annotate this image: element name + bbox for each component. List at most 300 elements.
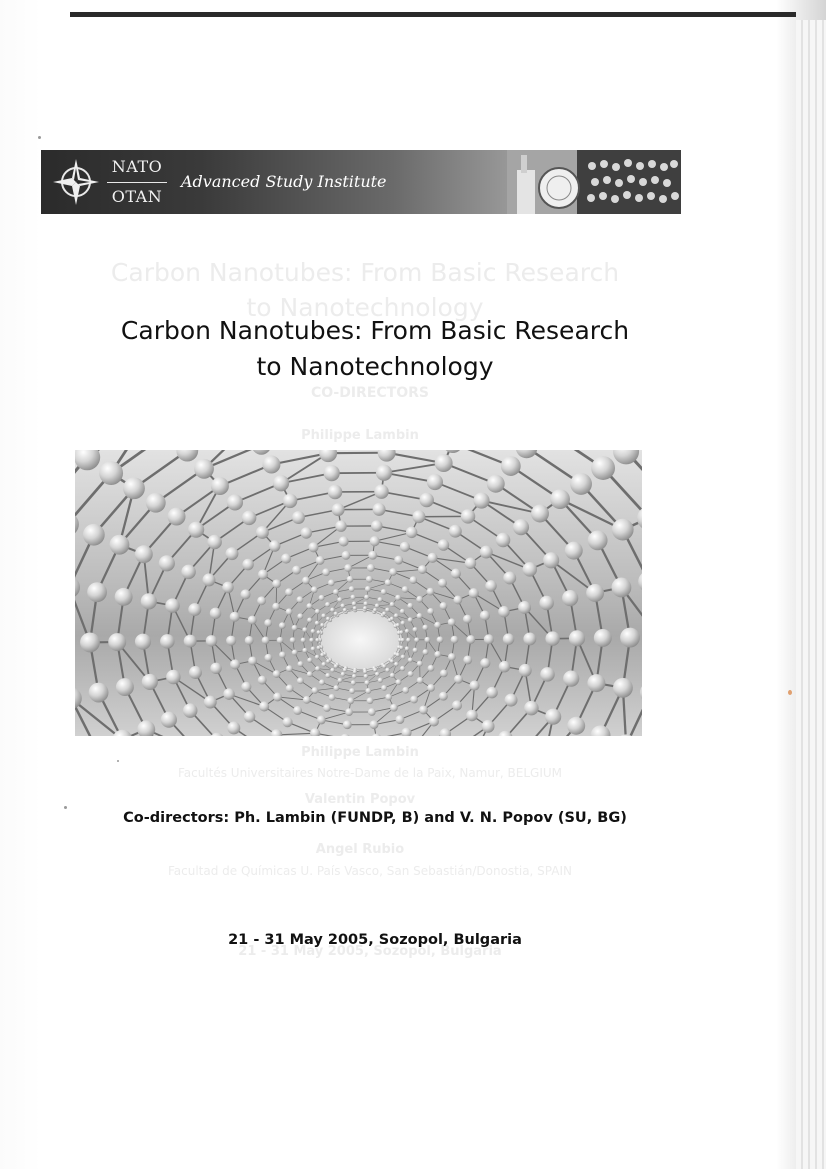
carbon-atom bbox=[315, 655, 320, 660]
carbon-atom bbox=[407, 603, 413, 609]
carbon-atom bbox=[567, 717, 585, 735]
carbon-atom bbox=[416, 596, 423, 603]
ghost-name3: Angel Rubio bbox=[315, 842, 405, 857]
carbon-atom bbox=[347, 697, 354, 704]
carbon-atom bbox=[570, 473, 592, 495]
carbon-atom bbox=[463, 656, 472, 665]
carbon-atom bbox=[448, 618, 456, 626]
carbon-atom bbox=[123, 477, 145, 499]
carbon-atom bbox=[465, 558, 476, 569]
carbon-atom bbox=[466, 635, 475, 644]
scan-speck bbox=[38, 136, 41, 139]
carbon-atom bbox=[87, 582, 107, 602]
carbon-atom bbox=[473, 492, 489, 508]
carbon-atom bbox=[437, 636, 444, 643]
carbon-atom bbox=[324, 465, 340, 481]
carbon-atom bbox=[226, 636, 236, 646]
carbon-atom bbox=[297, 677, 304, 684]
carbon-atom bbox=[320, 623, 324, 627]
carbon-atom bbox=[480, 611, 490, 621]
carbon-atom bbox=[330, 608, 335, 613]
carbon-atom bbox=[188, 603, 201, 616]
carbon-atom bbox=[302, 648, 307, 653]
carbon-atom bbox=[448, 653, 456, 661]
carbon-atom bbox=[347, 576, 354, 583]
carbon-atom bbox=[400, 542, 410, 552]
carbon-atom bbox=[293, 706, 302, 715]
carbon-atom bbox=[241, 682, 251, 692]
carbon-atom bbox=[414, 637, 419, 642]
carbon-atom bbox=[376, 465, 392, 481]
carbon-atom bbox=[364, 595, 369, 600]
carbon-atom bbox=[385, 668, 390, 673]
carbon-atom bbox=[206, 635, 217, 646]
carbon-atom bbox=[230, 659, 240, 669]
carbon-atom bbox=[565, 542, 583, 560]
carbon-atom bbox=[453, 595, 462, 604]
carbon-atom bbox=[256, 526, 269, 539]
carbon-atom bbox=[339, 536, 349, 546]
event-dates-location: 21 - 31 May 2005, Sozopol, Bulgaria bbox=[228, 932, 522, 948]
carbon-atom bbox=[486, 687, 497, 698]
carbon-atom bbox=[322, 568, 330, 576]
carbon-atom bbox=[401, 638, 405, 642]
carbon-atom bbox=[242, 511, 256, 525]
carbon-atom bbox=[329, 694, 336, 701]
carbon-atom bbox=[399, 630, 403, 634]
ghost-name1-top: Philippe Lambin bbox=[301, 428, 419, 443]
carbon-atom bbox=[406, 638, 411, 643]
carbon-atom bbox=[335, 520, 346, 531]
carbon-atom bbox=[325, 602, 330, 607]
carbon-atom bbox=[210, 608, 221, 619]
carbon-atom bbox=[204, 696, 217, 709]
carbon-atom bbox=[352, 601, 357, 606]
carbon-atom bbox=[227, 722, 240, 735]
carbon-atom bbox=[160, 634, 174, 648]
carbon-atom bbox=[165, 598, 179, 612]
carbon-atom bbox=[363, 601, 368, 606]
carbon-atom bbox=[333, 589, 339, 595]
carbon-atom bbox=[344, 564, 352, 572]
carbon-atom bbox=[311, 629, 316, 634]
carbon-atom bbox=[417, 677, 424, 684]
carbon-atom bbox=[451, 636, 459, 644]
carbon-atom bbox=[302, 627, 307, 632]
carbon-atom bbox=[272, 603, 280, 611]
otan-label: OTAN bbox=[111, 187, 163, 206]
carbon-atom bbox=[183, 703, 197, 717]
carbon-atom bbox=[480, 658, 490, 668]
carbon-atom bbox=[227, 494, 243, 510]
carbon-atom bbox=[99, 461, 123, 485]
carbon-atom bbox=[389, 568, 397, 576]
carbon-atom bbox=[543, 552, 559, 568]
carbon-atom bbox=[440, 602, 448, 610]
carbon-atom bbox=[315, 638, 319, 642]
carbon-atom bbox=[523, 632, 536, 645]
carbon-atom bbox=[373, 608, 377, 612]
carbon-atom bbox=[222, 582, 233, 593]
carbon-atom bbox=[419, 705, 428, 714]
carbon-atom bbox=[562, 590, 578, 606]
carbon-atom bbox=[586, 584, 604, 602]
carbon-atom bbox=[184, 635, 197, 648]
carbon-atom bbox=[540, 667, 554, 681]
carbon-atom bbox=[343, 668, 347, 672]
carbon-atom bbox=[439, 692, 448, 701]
ghost-affiliation1: Facultés Universitaires Notre-Dame de la Paix, Namur, BELGIUM bbox=[177, 766, 563, 780]
carbon-atom bbox=[452, 700, 462, 710]
carbon-atom bbox=[307, 603, 313, 609]
carbon-atom bbox=[279, 652, 286, 659]
carbon-atom bbox=[80, 633, 100, 653]
carbon-atom bbox=[412, 510, 425, 523]
carbon-atom bbox=[159, 555, 175, 571]
carbon-atom bbox=[563, 671, 579, 687]
carbon-atom bbox=[496, 533, 510, 547]
carbon-atom bbox=[166, 670, 180, 684]
carbon-atom bbox=[406, 527, 417, 538]
carbon-atom bbox=[189, 666, 202, 679]
carbon-atom bbox=[273, 670, 281, 678]
carbon-atom bbox=[402, 687, 409, 694]
carbon-atom bbox=[292, 625, 298, 631]
carbon-atom bbox=[438, 579, 447, 588]
carbon-atom bbox=[203, 573, 216, 586]
carbon-atom bbox=[399, 646, 403, 650]
carbon-atom bbox=[524, 701, 538, 715]
carbon-atom bbox=[307, 658, 312, 663]
carbon-atom bbox=[427, 474, 443, 490]
nato-compass-icon bbox=[51, 157, 101, 207]
carbon-atom bbox=[211, 477, 229, 495]
document-title bbox=[30, 313, 720, 385]
carbon-atom bbox=[248, 656, 257, 665]
carbon-atom bbox=[285, 588, 293, 596]
carbon-atom bbox=[408, 671, 414, 677]
carbon-atom bbox=[417, 661, 423, 667]
carbon-atom bbox=[116, 678, 134, 696]
carbon-atom bbox=[612, 519, 634, 541]
carbon-atom bbox=[613, 678, 633, 698]
carbon-atom bbox=[382, 612, 386, 616]
carbon-atom bbox=[513, 519, 529, 535]
carbon-atom bbox=[245, 636, 254, 645]
carbon-atom bbox=[410, 696, 418, 704]
carbon-atom bbox=[315, 666, 320, 671]
carbon-atom bbox=[394, 556, 403, 565]
carbon-atom bbox=[485, 580, 496, 591]
carbon-atom bbox=[423, 649, 429, 655]
carbon-atom bbox=[110, 535, 130, 555]
carbon-atom bbox=[334, 664, 338, 668]
carbon-atom bbox=[394, 613, 399, 618]
carbon-atom bbox=[469, 681, 479, 691]
carbon-atom bbox=[188, 522, 204, 538]
carbon-atom bbox=[269, 540, 280, 551]
carbon-atom bbox=[408, 657, 413, 662]
carbon-atom bbox=[290, 637, 296, 643]
carbon-atom bbox=[349, 688, 355, 694]
carbon-atom bbox=[620, 628, 640, 648]
carbon-atom bbox=[377, 597, 382, 602]
carbon-atom bbox=[434, 622, 441, 629]
carbon-atom bbox=[319, 679, 325, 685]
ghost-dates: 21 - 31 May 2005, Sozopol, Bulgaria bbox=[238, 944, 502, 959]
carbon-atom bbox=[353, 606, 357, 610]
carbon-atom bbox=[161, 712, 177, 728]
carbon-atom bbox=[343, 608, 347, 612]
carbon-atom bbox=[438, 539, 449, 550]
carbon-atom bbox=[390, 617, 394, 621]
carbon-atom bbox=[434, 651, 441, 658]
carbon-atom bbox=[210, 663, 221, 674]
carbon-atom bbox=[345, 708, 353, 716]
carbon-atom bbox=[368, 708, 376, 716]
carbon-atom bbox=[286, 665, 293, 672]
carbon-atom bbox=[550, 489, 570, 509]
carbon-atom bbox=[353, 670, 357, 674]
carbon-atom bbox=[207, 535, 221, 549]
co-directors-line: Co-directors: Ph. Lambin (FUNDP, B) and V. N. Popov (SU, BG) bbox=[123, 810, 627, 826]
carbon-atom bbox=[409, 576, 417, 584]
carbon-atom bbox=[141, 593, 157, 609]
carbon-atom bbox=[378, 678, 383, 683]
carbon-atom bbox=[262, 636, 270, 644]
carbon-atom bbox=[303, 696, 311, 704]
carbon-atom bbox=[365, 586, 371, 592]
carbon-atom bbox=[545, 631, 559, 645]
nato-divider bbox=[107, 182, 167, 183]
carbon-atom bbox=[315, 609, 320, 614]
carbon-atom bbox=[463, 615, 472, 624]
carbon-atom bbox=[422, 625, 428, 631]
carbon-atom bbox=[401, 655, 406, 660]
carbon-atom bbox=[505, 694, 518, 707]
carbon-atom bbox=[181, 565, 195, 579]
carbon-atom bbox=[371, 520, 382, 531]
carbon-atom bbox=[385, 579, 392, 586]
carbon-atom bbox=[297, 596, 304, 603]
carbon-atom bbox=[480, 546, 493, 559]
carbon-atom bbox=[518, 601, 531, 614]
carbon-atom bbox=[424, 637, 430, 643]
carbon-atom bbox=[370, 720, 379, 729]
carbon-atom bbox=[374, 484, 388, 498]
carbon-atom bbox=[405, 629, 410, 634]
carbon-atom bbox=[343, 720, 352, 729]
carbon-atom bbox=[257, 596, 266, 605]
carbon-atom bbox=[135, 634, 151, 650]
carbon-atom bbox=[292, 650, 298, 656]
scan-speck bbox=[64, 806, 67, 809]
carbon-atom bbox=[311, 647, 316, 652]
carbon-atom bbox=[277, 637, 284, 644]
carbon-atom bbox=[321, 614, 326, 619]
carbon-atom bbox=[317, 716, 326, 725]
carbon-atom bbox=[499, 661, 510, 672]
carbon-atom bbox=[108, 633, 126, 651]
carbon-atom bbox=[364, 674, 369, 679]
carbon-atom bbox=[328, 579, 335, 586]
carbon-atom bbox=[427, 608, 434, 615]
title-line-1: Carbon Nanotubes: From Basic Research bbox=[120, 316, 630, 345]
carbon-atom bbox=[375, 672, 380, 677]
carbon-atom bbox=[311, 586, 318, 593]
carbon-atom bbox=[367, 564, 375, 572]
carbon-atom bbox=[316, 556, 325, 565]
carbon-atom bbox=[326, 659, 330, 663]
carbon-atom bbox=[349, 586, 355, 592]
carbon-atom bbox=[320, 653, 324, 657]
carbon-atom bbox=[381, 589, 387, 595]
carbon-atom bbox=[308, 542, 318, 552]
carbon-atom bbox=[396, 653, 400, 657]
carbon-atom bbox=[240, 589, 250, 599]
carbon-atom bbox=[317, 630, 321, 634]
carbon-atom bbox=[501, 456, 521, 476]
carbon-atom bbox=[451, 569, 461, 579]
carbon-atom bbox=[482, 720, 495, 733]
carbon-atom bbox=[402, 586, 409, 593]
carbon-atom bbox=[545, 709, 561, 725]
carbon-atom bbox=[326, 617, 330, 621]
carbon-atom bbox=[146, 493, 166, 513]
carbon-atom bbox=[373, 668, 377, 672]
scan-speck bbox=[788, 690, 792, 695]
carbon-atom bbox=[569, 630, 585, 646]
carbon-atom bbox=[385, 694, 392, 701]
ghost-heading: CO-DIRECTORS bbox=[310, 385, 429, 401]
carbon-atom bbox=[395, 595, 401, 601]
carbon-atom bbox=[351, 680, 356, 685]
carbon-atom bbox=[89, 683, 109, 703]
carbon-atom bbox=[315, 621, 320, 626]
carbon-atom bbox=[594, 629, 612, 647]
carbon-atom bbox=[115, 588, 133, 606]
carbon-atom bbox=[539, 596, 553, 610]
carbon-atom bbox=[283, 494, 297, 508]
title-line-2: to Nanotechnology bbox=[256, 352, 494, 381]
carbon-atom bbox=[322, 662, 327, 667]
scan-speck bbox=[117, 760, 119, 762]
carbon-atom bbox=[396, 623, 400, 627]
carbon-atom bbox=[273, 475, 289, 491]
carbon-atom bbox=[225, 547, 238, 560]
carbon-atom bbox=[390, 704, 398, 712]
scan-top-edge bbox=[70, 12, 796, 17]
carbon-atom bbox=[419, 493, 433, 507]
carbon-atom bbox=[400, 666, 405, 671]
carbon-atom bbox=[135, 545, 153, 563]
carbon-atom bbox=[405, 646, 410, 651]
ghost-title-line2: to Nanotechnology bbox=[246, 293, 484, 322]
carbon-atom bbox=[498, 606, 509, 617]
carbon-atom bbox=[281, 554, 291, 564]
carbon-atom bbox=[612, 578, 632, 598]
carbon-atom bbox=[469, 588, 479, 598]
carbon-atom bbox=[265, 654, 273, 662]
carbon-atom bbox=[484, 634, 494, 644]
carbon-atom bbox=[248, 616, 257, 625]
carbon-atom bbox=[297, 613, 303, 619]
carbon-atom bbox=[401, 621, 406, 626]
carbon-atom bbox=[292, 511, 305, 524]
carbon-atom bbox=[418, 565, 427, 574]
carbon-atom bbox=[273, 693, 282, 702]
carbon-atom bbox=[142, 674, 158, 690]
carbon-atom bbox=[309, 638, 314, 643]
nato-label: NATO bbox=[111, 157, 163, 176]
carbon-atom bbox=[367, 697, 374, 704]
carbon-atom bbox=[454, 675, 463, 684]
carbon-atom bbox=[279, 622, 286, 629]
carbon-atom bbox=[311, 687, 318, 694]
carbon-atom bbox=[286, 685, 294, 693]
carbon-atom bbox=[427, 553, 437, 563]
carbon-atom bbox=[332, 503, 345, 516]
carbon-atom bbox=[390, 673, 395, 678]
carbon-atom bbox=[307, 671, 313, 677]
carbon-atom bbox=[264, 619, 272, 627]
carbon-atom bbox=[381, 685, 387, 691]
carbon-atom bbox=[337, 597, 342, 602]
carbon-atom bbox=[168, 508, 186, 526]
carbon-atom bbox=[385, 608, 390, 613]
carbon-atom bbox=[341, 672, 346, 677]
banner-title: Advanced Study Institute bbox=[181, 172, 387, 191]
carbon-atom bbox=[307, 617, 312, 622]
carbon-atom bbox=[302, 577, 310, 585]
carbon-atom bbox=[317, 646, 321, 650]
carbon-atom bbox=[333, 685, 339, 691]
carbon-atom bbox=[588, 530, 608, 550]
carbon-atom bbox=[328, 485, 342, 499]
carbon-atom bbox=[363, 670, 367, 674]
carbon-atom bbox=[449, 525, 462, 538]
carbon-atom bbox=[400, 609, 405, 614]
carbon-atom bbox=[337, 678, 342, 683]
carbon-atom bbox=[417, 613, 423, 619]
carbon-atom bbox=[298, 661, 304, 667]
carbon-atom bbox=[503, 633, 514, 644]
carbon-atom bbox=[394, 662, 399, 667]
carbon-atom bbox=[375, 603, 380, 608]
carbon-atom bbox=[390, 602, 395, 607]
nato-asi-banner bbox=[41, 150, 681, 214]
carbon-atom bbox=[587, 674, 605, 692]
carbon-atom bbox=[342, 551, 351, 560]
carbon-atom bbox=[365, 688, 371, 694]
page-stack-edge bbox=[796, 20, 826, 1169]
carbon-atom bbox=[382, 664, 386, 668]
carbon-atom bbox=[258, 570, 268, 580]
carbon-atom bbox=[429, 716, 439, 726]
carbon-atom bbox=[83, 524, 105, 546]
ghost-affiliation3: Facultad de Químicas U. País Vasco, San Sebastián/Donostia, SPAIN bbox=[167, 864, 572, 878]
carbon-atom bbox=[352, 674, 357, 679]
carbon-atom bbox=[340, 604, 345, 609]
carbon-atom bbox=[325, 673, 330, 678]
carbon-atom bbox=[301, 527, 312, 538]
group-photo-image bbox=[507, 150, 681, 214]
carbon-nanotube-illustration bbox=[75, 450, 642, 736]
carbon-atom bbox=[364, 680, 369, 685]
carbon-atom bbox=[282, 717, 292, 727]
carbon-atom bbox=[591, 456, 615, 480]
carbon-atom bbox=[366, 576, 373, 583]
